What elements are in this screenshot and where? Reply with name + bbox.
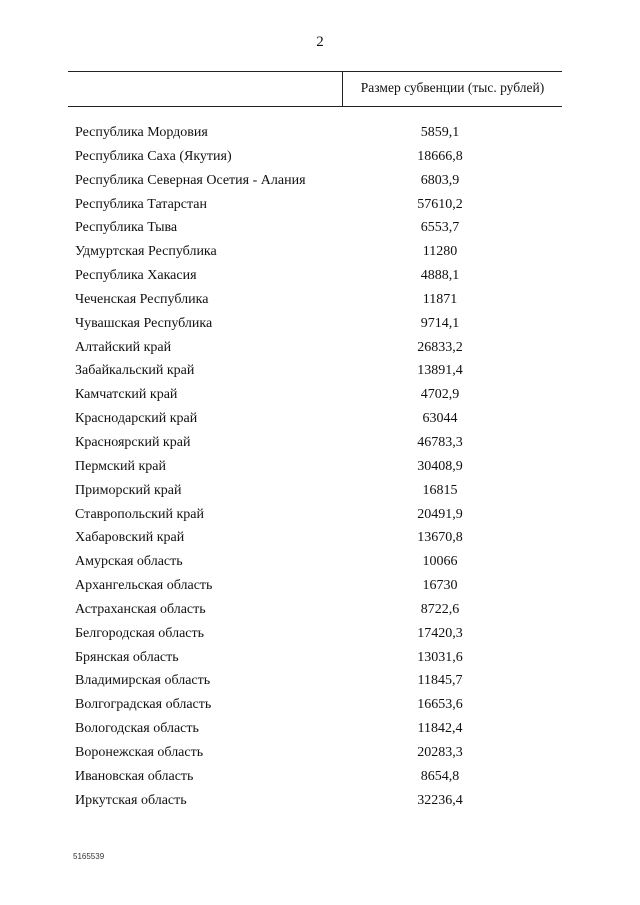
amount-column-header: Размер субвенции (тыс. рублей) [360,80,545,95]
table-row [0,693,640,717]
region-name: Удмуртская Республика [75,244,217,260]
subvention-amount: 17420,3 [417,625,463,641]
subvention-amount: 11871 [422,291,458,307]
subvention-amount: 16815 [422,482,458,498]
region-name: Ставропольский край [75,506,204,522]
subvention-amount: 26833,2 [417,339,463,355]
subvention-amount: 16653,6 [417,697,463,713]
region-name: Брянская область [75,649,179,665]
table-row [0,598,640,622]
table-row [0,717,640,741]
region-name: Алтайский край [75,339,172,355]
subvention-amount: 6553,7 [420,220,460,236]
region-name: Краснодарский край [75,411,198,427]
table-row [0,193,640,217]
table-row [0,765,640,789]
region-name: Чувашская Республика [75,315,213,331]
region-name: Вологодская область [75,721,199,737]
region-name: Архангельская область [75,578,213,594]
region-name: Приморский край [75,482,182,498]
table-row [0,336,640,360]
region-name: Астраханская область [75,601,206,617]
table-row [0,312,640,336]
region-name: Ивановская область [75,768,194,784]
subvention-amount: 8722,6 [420,601,460,617]
subvention-amount: 63044 [422,411,458,427]
subvention-amount: 5859,1 [420,125,460,140]
subvention-amount: 13031,6 [417,649,463,665]
table-row [0,789,640,813]
subvention-amount: 30408,9 [417,458,463,474]
subvention-amount: 11845,7 [417,673,463,689]
subvention-amount: 13670,8 [417,530,463,546]
page-number: 2 [316,34,324,50]
region-name: Республика Татарстан [75,196,208,212]
subvention-amount: 32236,4 [417,792,463,808]
table-row [0,383,640,407]
table-row [0,169,640,193]
table-row [0,407,640,431]
region-name: Республика Мордовия [75,125,208,140]
region-name: Волгоградская область [75,697,212,713]
region-name: Республика Северная Осетия - Алания [75,172,306,188]
region-name: Владимирская область [75,673,211,689]
table-row [0,741,640,765]
table-row [0,669,640,693]
table-row [0,264,640,288]
table-row [0,288,640,312]
table-row [0,526,640,550]
table-row [0,431,640,455]
subvention-amount: 11280 [422,244,458,260]
region-name: Пермский край [75,458,166,474]
subvention-amount: 4888,1 [420,268,460,284]
table-row [0,359,640,383]
region-name: Камчатский край [75,387,178,403]
table-row [0,240,640,264]
subvention-amount: 11842,4 [417,721,463,737]
table-header-top-rule [68,71,562,72]
table-row [0,622,640,646]
subvention-amount: 18666,8 [417,148,463,164]
subvention-amount: 20491,9 [417,506,463,522]
table-row [0,574,640,598]
subvention-amount: 8654,8 [420,768,460,784]
subvention-amount: 4702,9 [420,387,460,403]
region-name: Иркутская область [75,792,187,808]
table-row [0,479,640,503]
region-name: Забайкальский край [75,363,195,379]
table-header-bottom-rule [68,106,562,107]
subvention-amount: 46783,3 [417,434,463,450]
table-row [0,550,640,574]
region-name: Белгородская область [75,625,205,641]
region-name: Республика Тыва [75,220,178,236]
region-name: Красноярский край [75,434,191,450]
region-name: Хабаровский край [75,530,185,546]
subvention-amount: 10066 [422,554,458,570]
table-row [0,216,640,240]
subvention-amount: 9714,1 [420,315,460,331]
subvention-amount: 20283,3 [417,744,463,760]
subvention-amount: 16730 [422,578,458,594]
document-code: 5165539 [73,852,105,861]
region-name: Республика Саха (Якутия) [75,148,232,164]
region-name: Воронежская область [75,744,204,760]
region-name: Чеченская Республика [75,291,209,307]
table-row [0,145,640,169]
subvention-table-body [0,121,640,812]
table-row [0,646,640,670]
table-row [0,121,640,145]
region-name: Республика Хакасия [75,268,197,284]
table-row [0,455,640,479]
subvention-amount: 6803,9 [420,172,460,188]
region-name: Амурская область [75,554,183,570]
subvention-amount: 57610,2 [417,196,463,212]
subvention-amount: 13891,4 [417,363,463,379]
table-row [0,503,640,527]
